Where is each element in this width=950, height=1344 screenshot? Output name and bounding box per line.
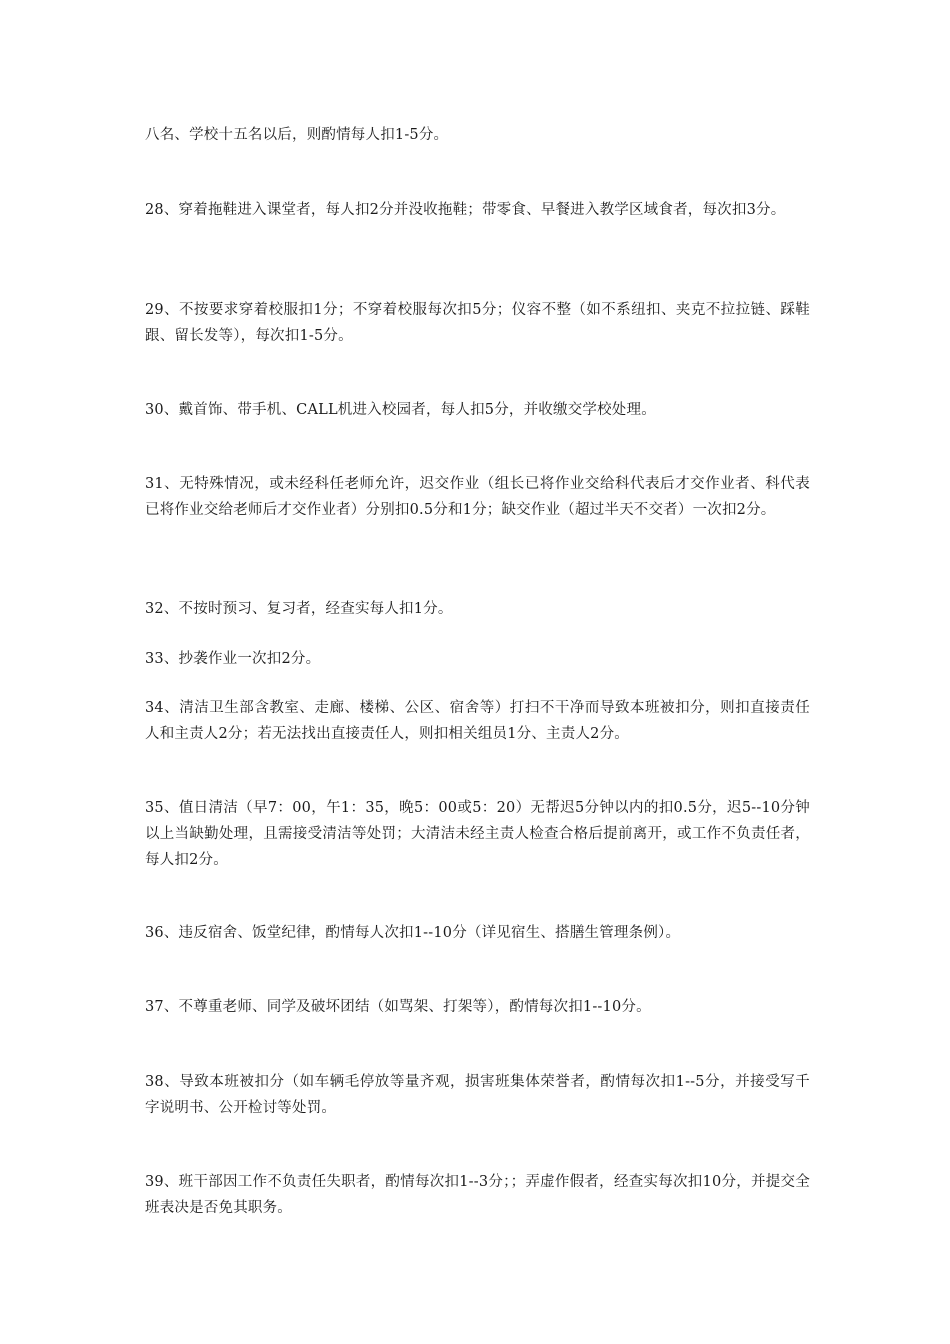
paragraph-rule-38: 38、导致本班被扣分（如车辆毛停放等量齐观，损害班集体荣誉者，酌情每次扣1--5分，并接受写千字说明书、公开检讨等处罚。 <box>145 1074 810 1116</box>
paragraph-rule-31: 31、无特殊情况，或未经科任老师允许，迟交作业（组长已将作业交给科代表后才交作业者、科代表已将作业交给老师后才交作业者）分别扣0.5分和1分；缺交作业（超过半天不交者）一次扣2分。 <box>145 476 810 518</box>
paragraph-rule-30: 30、戴首饰、带手机、CALL机进入校园者，每人扣5分，并收缴交学校处理。 <box>145 402 656 418</box>
paragraph-rule-35: 35、值日清洁（早7：00，午1：35，晚5：00或5：20）无帮迟5分钟以内的扣0.5分，迟5--10分钟以上当缺勤处理，且需接受清洁等处罚；大清洁未经主责人检查合格后提前离开，或工作不负责任者，每人扣2分。 <box>145 800 810 868</box>
paragraph-rule-39: 39、班干部因工作不负责任失职者，酌情每次扣1--3分；；弄虚作假者，经查实每次扣10分，并提交全班表决是否免其职务。 <box>145 1174 810 1216</box>
paragraph-rule-28: 28、穿着拖鞋进入课堂者，每人扣2分并没收拖鞋；带零食、早餐进入教学区域食者，每次扣3分。 <box>145 202 786 218</box>
paragraph-rule-36: 36、违反宿舍、饭堂纪律，酌情每人次扣1--10分（详见宿生、搭膳生管理条例）。 <box>145 925 681 941</box>
paragraph-rule-34: 34、清洁卫生部含教室、走廊、楼梯、公区、宿舍等）打扫不干净而导致本班被扣分，则扣直接责任人和主责人2分；若无法找出直接责任人，则扣相关组员1分、主责人2分。 <box>145 700 810 742</box>
paragraph-rule-37: 37、不尊重老师、同学及破坏团结（如骂架、打架等），酌情每次扣1--10分。 <box>145 999 651 1015</box>
paragraph-rule-33: 33、抄袭作业一次扣2分。 <box>145 651 321 667</box>
paragraph-rule-32: 32、不按时预习、复习者，经查实每人扣1分。 <box>145 601 453 617</box>
paragraph-continuation: 八名、学校十五名以后，则酌情每人扣1-5分。 <box>145 127 449 143</box>
paragraph-rule-29: 29、不按要求穿着校服扣1分；不穿着校服每次扣5分；仪容不整（如不系纽扣、夹克不拉拉链、踩鞋跟、留长发等），每次扣1-5分。 <box>145 302 810 344</box>
